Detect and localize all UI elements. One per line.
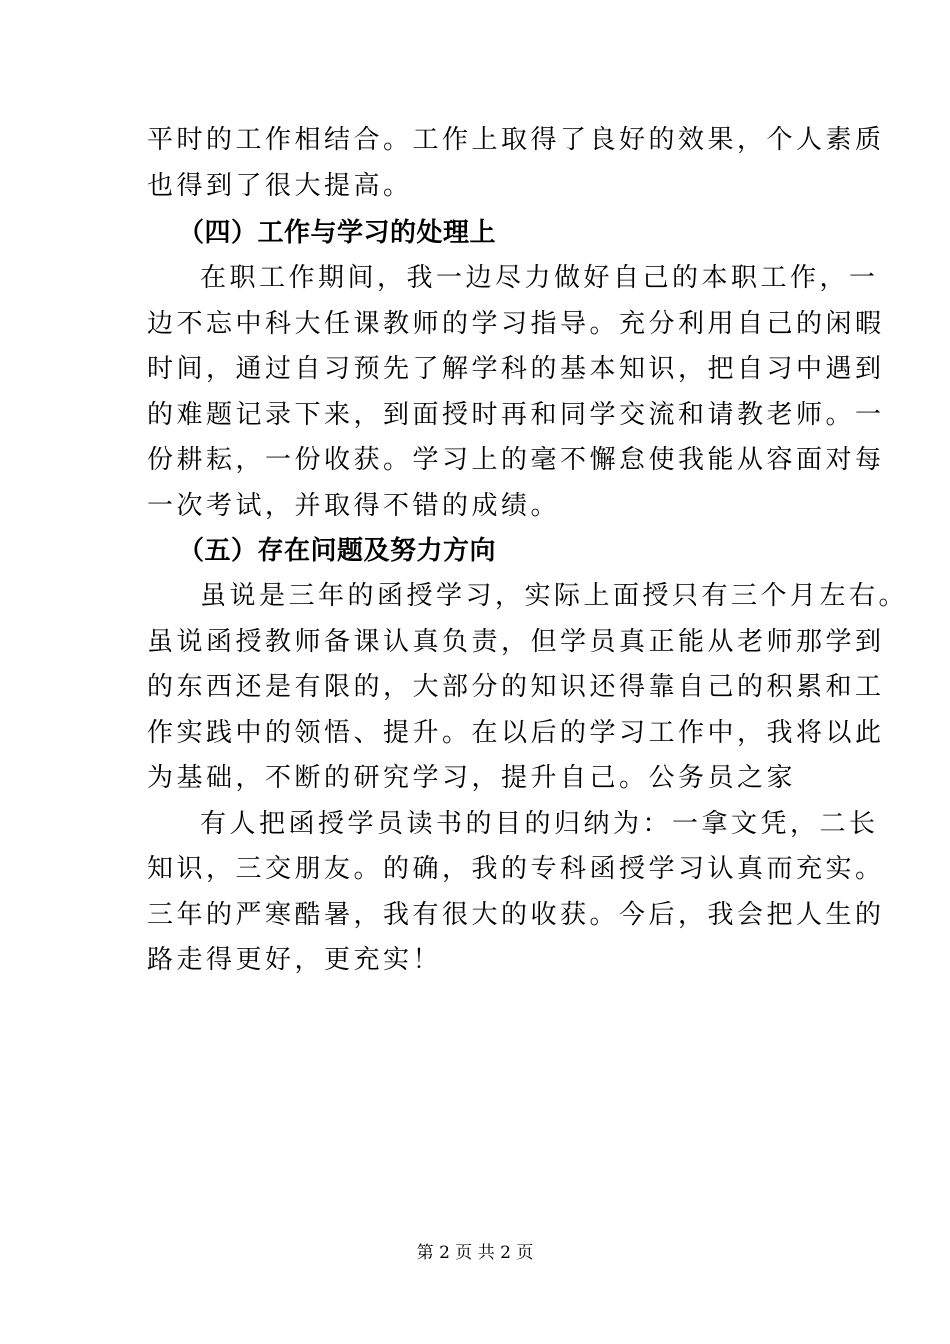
text-line: 三年的严寒酷暑，我有很大的收获。今后，我会把人生的: [147, 900, 885, 930]
section-heading-4: （四）工作与学习的处理上: [178, 218, 497, 248]
text-line: 有人把函授学员读书的目的归纳为：一拿文凭，二长: [200, 809, 879, 839]
text-line: 路走得更好，更充实！: [147, 945, 443, 975]
page-footer: 第 2 页 共 2 页: [416, 1243, 534, 1263]
text-line: 份耕耘，一份收获。学习上的毫不懈怠使我能从容面对每: [147, 445, 885, 475]
text-line: 也得到了很大提高。: [147, 171, 413, 201]
text-line: 知识，三交朋友。的确，我的专科函授学习认真而充实。: [147, 854, 885, 884]
text-line: 虽说是三年的函授学习，实际上面授只有三个月左右。: [200, 581, 909, 611]
text-line: 时间，通过自习预先了解学科的基本知识，把自习中遇到: [147, 354, 885, 384]
text-line: 的东西还是有限的，大部分的知识还得靠自己的积累和工: [147, 672, 885, 702]
text-line: 在职工作期间，我一边尽力做好自己的本职工作，一: [200, 263, 879, 293]
text-line: 为基础，不断的研究学习，提升自己。公务员之家: [147, 763, 797, 793]
text-line: 虽说函授教师备课认真负责，但学员真正能从老师那学到: [147, 627, 885, 657]
text-line: 边不忘中科大任课教师的学习指导。充分利用自己的闲暇: [147, 309, 885, 339]
text-line: 作实践中的领悟、提升。在以后的学习工作中，我将以此: [147, 718, 885, 748]
section-heading-5: （五）存在问题及努力方向: [178, 536, 497, 566]
text-line: 一次考试，并取得不错的成绩。: [147, 491, 561, 521]
text-line: 平时的工作相结合。工作上取得了良好的效果，个人素质: [147, 125, 885, 155]
text-line: 的难题记录下来，到面授时再和同学交流和请教老师。一: [147, 400, 885, 430]
